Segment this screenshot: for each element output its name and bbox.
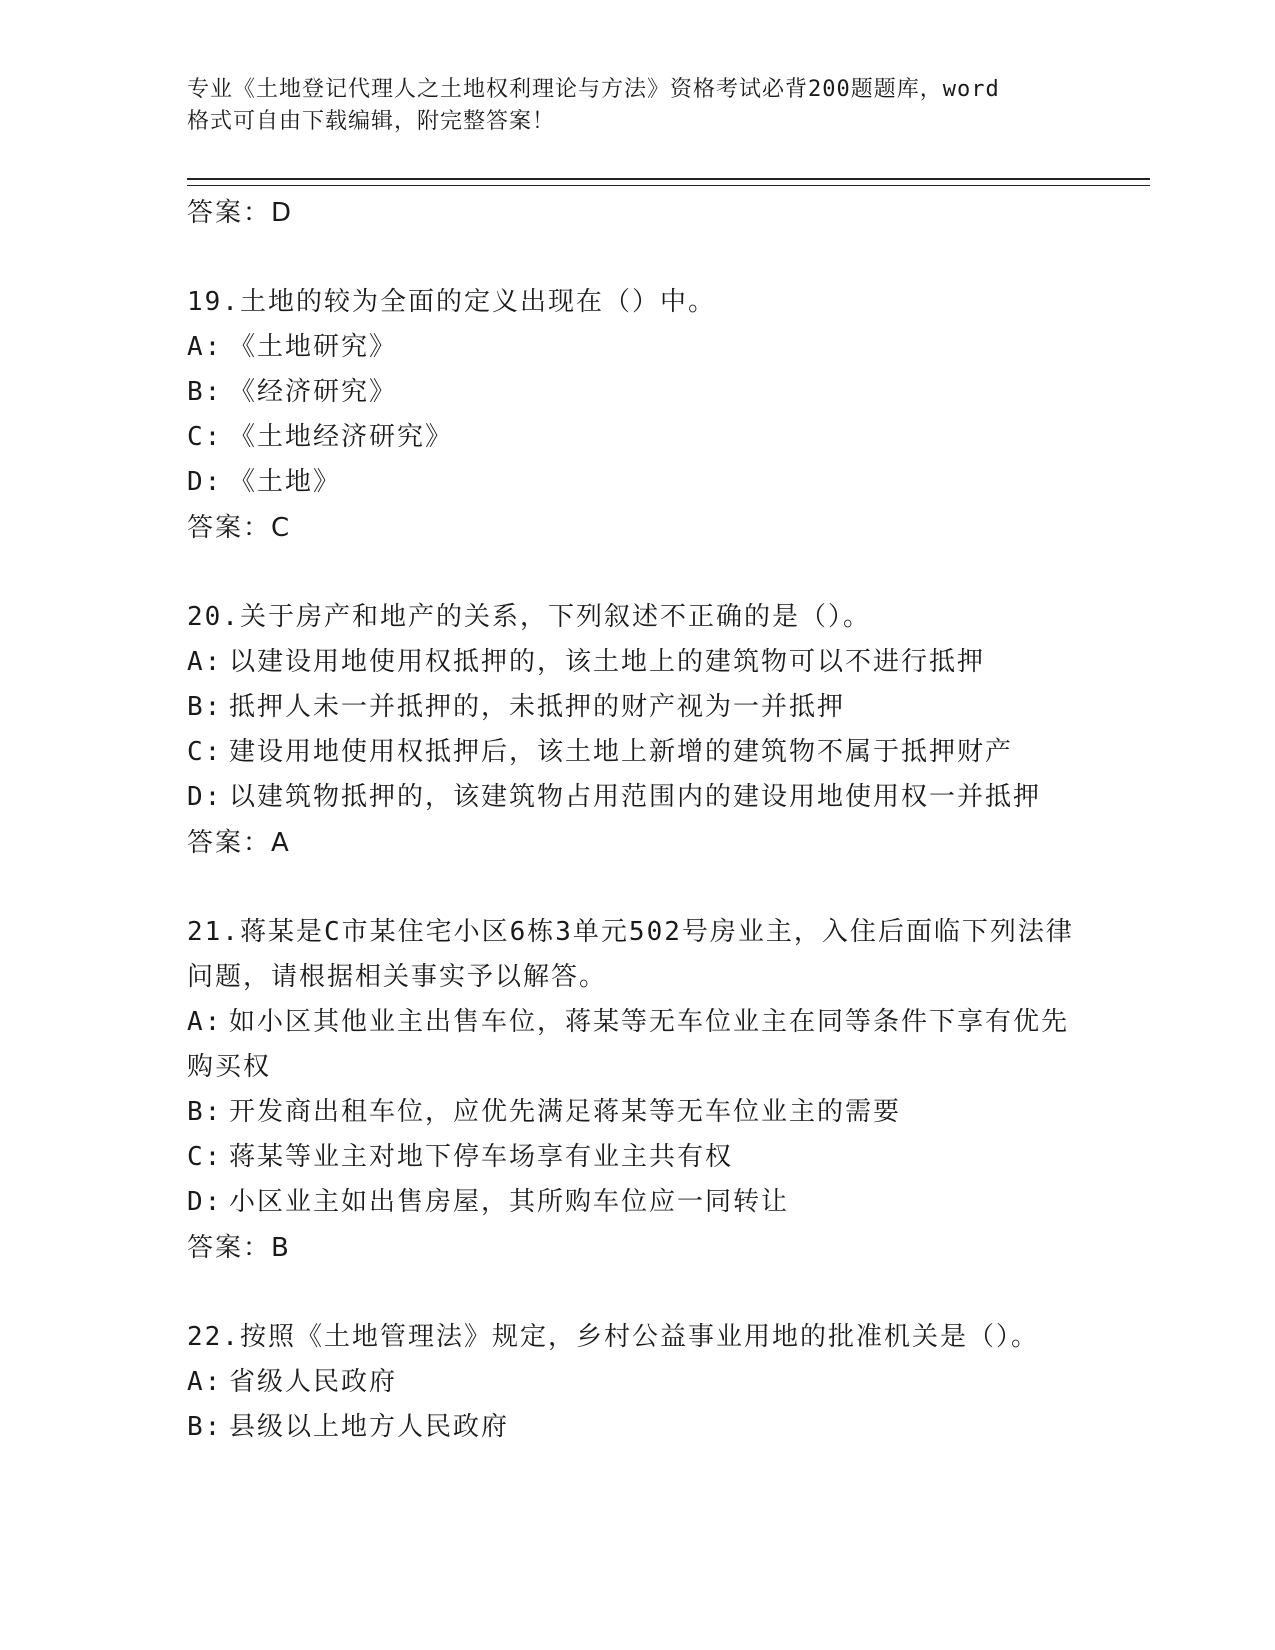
question-stem: 20.关于房产和地产的关系，下列叙述不正确的是（）。 <box>187 602 871 632</box>
answer-line: 答案：A <box>187 828 291 858</box>
option-label: B: <box>187 377 223 407</box>
option-label: B: <box>187 692 223 722</box>
question-block <box>187 910 1087 1271</box>
option-item <box>187 1180 1087 1225</box>
option-text: 蒋某等业主对地下停车场享有业主共有权 <box>229 1142 734 1172</box>
option-item <box>187 1360 1087 1405</box>
option-text: 县级以上地方人民政府 <box>229 1412 510 1442</box>
option-item <box>187 415 1087 460</box>
document-body <box>187 190 1087 1450</box>
option-label: A: <box>187 1367 223 1397</box>
option-label: B: <box>187 1412 223 1442</box>
option-label: D: <box>187 782 223 812</box>
option-label: C: <box>187 422 223 452</box>
option-item <box>187 460 1087 505</box>
question-block <box>187 280 1087 551</box>
option-item <box>187 640 1087 685</box>
option-label: C: <box>187 1142 223 1172</box>
option-item <box>187 775 1087 820</box>
header-line-2: 格式可自由下载编辑，附完整答案！ <box>187 109 556 134</box>
option-text: 建设用地使用权抵押后，该土地上新增的建筑物不属于抵押财产 <box>229 737 1014 767</box>
option-text: 开发商出租车位，应优先满足蒋某等无车位业主的需要 <box>229 1097 902 1127</box>
option-label: D: <box>187 1187 223 1217</box>
option-text: 小区业主如出售房屋，其所购车位应一同转让 <box>229 1187 790 1217</box>
option-text: 《土地经济研究》 <box>229 422 454 452</box>
option-label: A: <box>187 1007 223 1037</box>
answer-line: 答案：D <box>187 198 294 228</box>
option-label: A: <box>187 647 223 677</box>
option-text: 抵押人未一并抵押的，未抵押的财产视为一并抵押 <box>229 692 846 722</box>
option-item <box>187 325 1087 370</box>
option-label: A: <box>187 332 223 362</box>
option-item <box>187 1135 1087 1180</box>
answer-line: 答案：B <box>187 1233 291 1263</box>
option-text: 《经济研究》 <box>229 377 398 407</box>
option-text: 省级人民政府 <box>229 1367 398 1397</box>
option-label: D: <box>187 467 223 497</box>
option-item <box>187 370 1087 415</box>
header-line-1: 专业《土地登记代理人之土地权利理论与方法》资格考试必背200题题库，word <box>187 77 1000 102</box>
option-item <box>187 685 1087 730</box>
option-item <box>187 1000 1087 1090</box>
option-text: 以建筑物抵押的，该建筑物占用范围内的建设用地使用权一并抵押 <box>229 782 1042 812</box>
question-block <box>187 595 1087 866</box>
question-block <box>187 1315 1087 1450</box>
option-text: 如小区其他业主出售车位，蒋某等无车位业主在同等条件下享有优先购买权 <box>187 1007 1070 1082</box>
option-label: B: <box>187 1097 223 1127</box>
option-item <box>187 730 1087 775</box>
option-label: C: <box>187 737 223 767</box>
question-stem: 21.蒋某是C市某住宅小区6栋3单元502号房业主，入住后面临下列法律问题，请根据相关事实予以解答。 <box>187 917 1074 992</box>
option-item <box>187 1405 1087 1450</box>
document-header <box>187 74 1067 138</box>
question-stem: 22.按照《土地管理法》规定，乡村公益事业用地的批准机关是（）。 <box>187 1322 1039 1352</box>
option-item <box>187 1090 1087 1135</box>
option-text: 以建设用地使用权抵押的，该土地上的建筑物可以不进行抵押 <box>229 647 986 677</box>
question-stem: 19.土地的较为全面的定义出现在（）中。 <box>187 287 716 317</box>
option-text: 《土地研究》 <box>229 332 398 362</box>
option-text: 《土地》 <box>229 467 342 497</box>
header-divider <box>187 178 1150 186</box>
answer-line: 答案：C <box>187 513 292 543</box>
